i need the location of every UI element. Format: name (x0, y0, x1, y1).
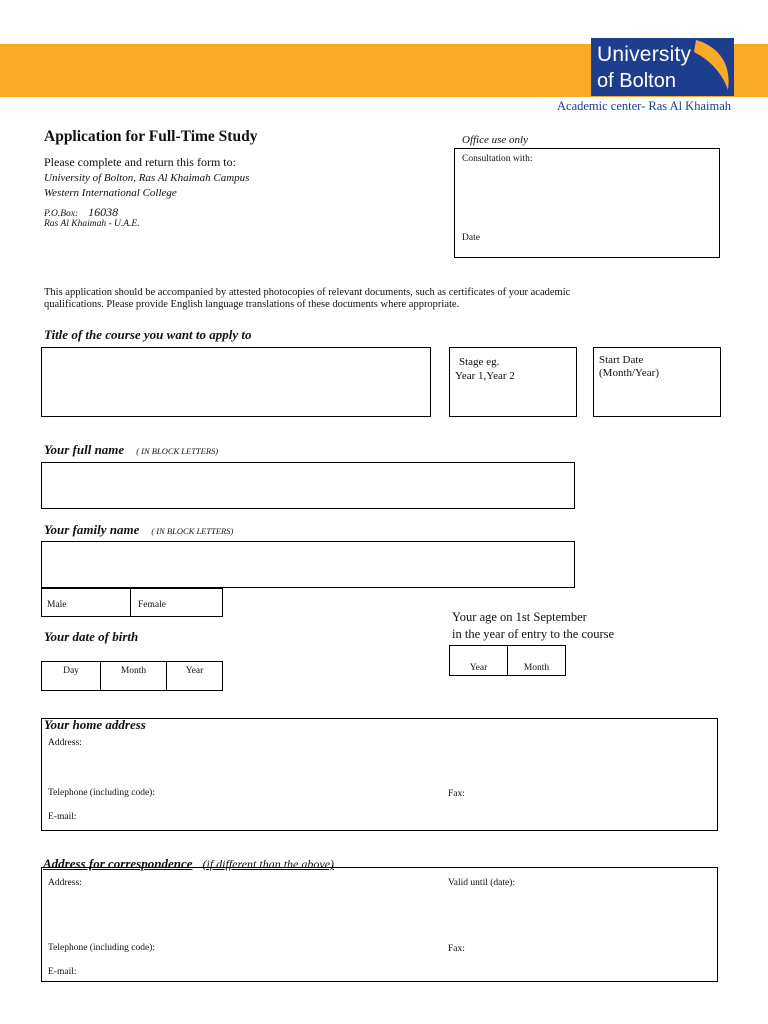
dob-year-label: Year (185, 666, 204, 676)
notice-line2: qualifications. Please provide English language translations of these documents where appropriate. (44, 299, 460, 310)
course-title-field[interactable] (41, 347, 431, 417)
full-name-label-row (44, 441, 218, 459)
female-label: Female (138, 600, 166, 610)
correspondence-label: Address for correspondence (43, 856, 193, 871)
full-name-note: ( IN BLOCK LETTERS) (136, 446, 219, 456)
start-date-format: (Month/Year) (599, 367, 659, 379)
corr-email-label: E-mail: (48, 967, 77, 977)
home-email-label: E-mail: (48, 812, 77, 822)
dob-year-field[interactable] (166, 661, 223, 691)
age-label-line1: Your age on 1st September (452, 610, 587, 624)
dob-month-label: Month (120, 666, 147, 676)
form-title: Application for Full-Time Study (44, 128, 258, 145)
address-line2: Western International College (44, 187, 177, 199)
corr-telephone-label: Telephone (including code): (48, 943, 155, 953)
age-month-label: Month (523, 663, 550, 673)
logo-line1: University (597, 43, 692, 66)
full-name-field[interactable] (41, 462, 575, 509)
campus-subtitle: Academic center- Ras Al Khaimah (557, 99, 731, 113)
corr-fax-label: Fax: (448, 944, 465, 954)
corr-valid-until-label: Valid until (date): (448, 878, 516, 888)
office-use-label: Office use only (462, 134, 528, 146)
consultation-label: Consultation with: (462, 154, 533, 164)
stage-label-line2: Year 1,Year 2 (455, 370, 515, 382)
age-label-line2: in the year of entry to the course (452, 627, 615, 641)
pobox-value: 16038 (88, 205, 119, 219)
female-option[interactable] (130, 588, 223, 617)
notice-line1: This application should be accompanied by attested photocopies of relevant documents, such as certificates of your academic (44, 287, 571, 298)
stage-label-line1: Stage eg. (459, 356, 500, 368)
correspondence-address-section[interactable] (41, 867, 718, 982)
full-name-label: Your full name (44, 442, 125, 457)
male-label: Male (47, 600, 67, 610)
family-name-label-row (44, 521, 233, 539)
dob-label: Your date of birth (44, 629, 139, 644)
address-line1: University of Bolton, Ras Al Khaimah Campus (44, 172, 250, 184)
course-title-label: Title of the course you want to apply to (44, 327, 252, 342)
home-address-field-label: Address: (48, 738, 82, 748)
pobox-label: P.O.Box: (44, 209, 79, 219)
dob-month-field[interactable] (100, 661, 167, 691)
office-use-box (454, 148, 720, 258)
dob-day-field[interactable] (41, 661, 101, 691)
age-year-field[interactable] (449, 645, 508, 676)
logo-line2: of Bolton (597, 70, 676, 92)
university-logo (591, 38, 734, 96)
male-option[interactable] (41, 588, 131, 617)
corr-address-field-label: Address: (48, 878, 82, 888)
start-date-field[interactable] (593, 347, 721, 417)
correspondence-note: (if different than the above) (202, 857, 335, 871)
age-month-field[interactable] (507, 645, 566, 676)
address-line3: Ras Al Khaimah - U.A.E. (44, 219, 140, 229)
office-date-label: Date (462, 233, 480, 243)
home-address-section[interactable] (41, 718, 718, 831)
stage-field[interactable] (449, 347, 577, 417)
home-address-label: Your home address (44, 717, 146, 732)
logo-swoosh-icon (688, 38, 734, 96)
start-date-label: Start Date (599, 354, 644, 366)
intro-text: Please complete and return this form to: (44, 155, 236, 169)
family-name-note: ( IN BLOCK LETTERS) (151, 526, 234, 536)
family-name-label: Your family name (44, 522, 140, 537)
age-year-label: Year (469, 663, 488, 673)
dob-day-label: Day (63, 666, 79, 676)
home-telephone-label: Telephone (including code): (48, 788, 155, 798)
home-fax-label: Fax: (448, 789, 465, 799)
family-name-field[interactable] (41, 541, 575, 588)
